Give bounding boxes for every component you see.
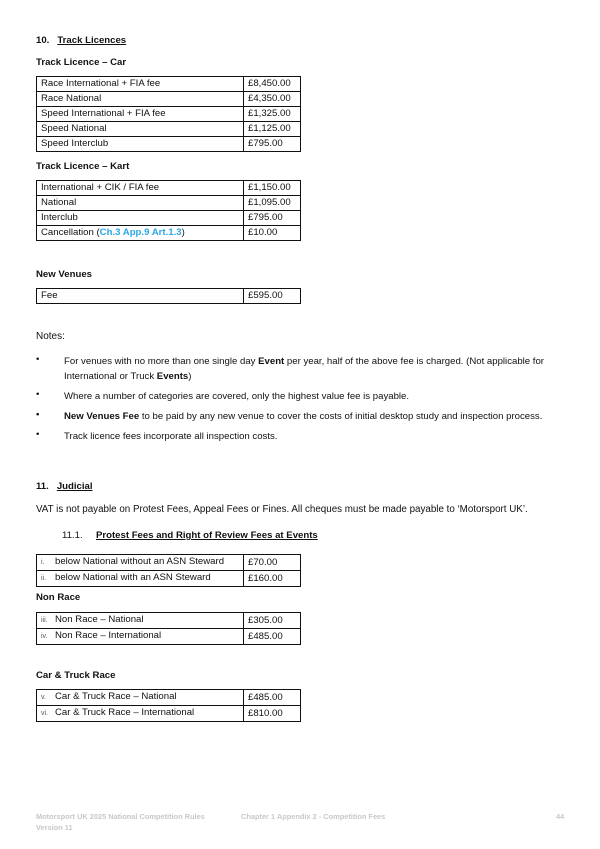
rule-reference-link[interactable]: Ch.3 App.9 Art.1.3 [99, 227, 182, 238]
row-label [37, 555, 244, 571]
table-row [37, 690, 301, 706]
vat-text: VAT is not payable on Protest Fees, Appeal Fees or Fines. All cheques must be made payable to ‘Motorsport UK’. [36, 504, 528, 515]
section-number: 11. [36, 481, 49, 492]
car-heading: Track Licence – Car [36, 57, 127, 68]
non-race-heading: Non Race [36, 592, 81, 603]
table-row [37, 137, 301, 152]
section-number: 10. [36, 35, 50, 46]
row-text: below National without an ASN Steward [55, 556, 225, 567]
table-row [37, 92, 301, 107]
bullet: • [36, 409, 40, 420]
row-number: iii. [41, 617, 48, 624]
car-truck-heading: Car & Truck Race [36, 670, 116, 681]
table-row [37, 613, 301, 629]
table-row [37, 196, 301, 211]
row-fee: £305.00 [244, 613, 301, 629]
note-bold: Events [156, 371, 189, 382]
section-11-heading [36, 481, 93, 492]
row-text: Non Race – International [55, 630, 162, 641]
kart-licence-table [36, 180, 301, 241]
row-number: iv. [41, 633, 48, 640]
row-label: Speed International + FIA fee [37, 107, 244, 122]
new-venues-table [36, 288, 301, 304]
table-row [37, 289, 301, 304]
table-row [37, 211, 301, 226]
section-10-heading [36, 35, 126, 46]
row-text: Car & Truck Race – International [55, 707, 195, 718]
subsection-number: 11.1. [62, 530, 83, 541]
footer-version: Version 11 [36, 823, 73, 832]
car-licence-table [36, 76, 301, 152]
bullet: • [36, 354, 40, 365]
table-row [37, 571, 301, 587]
note-bold: New Venues Fee [64, 411, 140, 422]
row-label: Race National [37, 92, 244, 107]
row-fee: £485.00 [244, 690, 301, 706]
row-label [37, 629, 244, 645]
row-text: Non Race – National [55, 614, 144, 625]
row-label: Fee [37, 289, 244, 304]
row-number: i. [41, 559, 45, 566]
non-race-table [36, 612, 301, 645]
row-fee: £810.00 [244, 706, 301, 722]
row-label [37, 690, 244, 706]
note-text: Where a number of categories are covered, only the highest value fee is payable. [64, 391, 410, 402]
row-label [37, 613, 244, 629]
row-label: Race International + FIA fee [37, 77, 244, 92]
row-fee: £160.00 [244, 571, 301, 587]
kart-heading: Track Licence – Kart [36, 161, 130, 172]
table-row [37, 226, 301, 241]
row-fee: £1,125.00 [244, 122, 301, 137]
subsection-title: Protest Fees and Right of Review Fees at Events [95, 530, 318, 541]
table-row [37, 107, 301, 122]
note-bold: Event [258, 356, 285, 367]
row-label [37, 571, 244, 587]
row-label [37, 226, 244, 241]
row-fee: £1,095.00 [244, 196, 301, 211]
row-text: Car & Truck Race – National [55, 691, 177, 702]
row-label: International + CIK / FIA fee [37, 181, 244, 196]
row-fee: £595.00 [244, 289, 301, 304]
note-text: per year, half of the above fee is charged. (Not applicable for International or Truck [64, 356, 544, 382]
row-fee: £4,350.00 [244, 92, 301, 107]
section-title: Judicial [56, 481, 93, 492]
car-truck-table [36, 689, 301, 722]
bullet: • [36, 429, 40, 440]
bullet: • [36, 389, 40, 400]
row-label: Interclub [37, 211, 244, 226]
note-text: For venues with no more than one single day [64, 356, 259, 367]
row-fee: £70.00 [244, 555, 301, 571]
row-fee: £8,450.00 [244, 77, 301, 92]
protest-fees-table [36, 554, 301, 587]
row-fee: £795.00 [244, 137, 301, 152]
table-row [37, 706, 301, 722]
footer-chapter: Chapter 1 Appendix 2 - Competition Fees [241, 812, 386, 821]
table-row [37, 122, 301, 137]
page-number: 44 [556, 812, 565, 821]
notes-label: Notes: [36, 331, 65, 342]
row-label: Speed Interclub [37, 137, 244, 152]
cancellation-label: Cancellation ( [41, 227, 100, 238]
cancellation-suffix: ) [181, 227, 185, 238]
table-row [37, 555, 301, 571]
note-text: Track licence fees incorporate all inspection costs. [64, 431, 278, 442]
row-number: vi. [41, 710, 48, 717]
row-number: ii. [41, 575, 47, 582]
row-label: National [37, 196, 244, 211]
row-number: v. [41, 694, 46, 701]
row-fee: £485.00 [244, 629, 301, 645]
row-fee: £795.00 [244, 211, 301, 226]
row-fee: £1,325.00 [244, 107, 301, 122]
row-label [37, 706, 244, 722]
row-fee: £10.00 [244, 226, 301, 241]
table-row [37, 629, 301, 645]
footer-title: Motorsport UK 2025 National Competition Rules [36, 812, 205, 821]
section-title: Track Licences [57, 35, 127, 46]
note-text: to be paid by any new venue to cover the costs of initial desktop study and inspection process. [139, 411, 543, 422]
new-venues-heading: New Venues [36, 269, 92, 280]
row-fee: £1,150.00 [244, 181, 301, 196]
subsection-heading [62, 530, 318, 541]
table-row [37, 77, 301, 92]
row-text: below National with an ASN Steward [55, 572, 211, 583]
note-text: ) [188, 371, 192, 382]
table-row [37, 181, 301, 196]
row-label: Speed National [37, 122, 244, 137]
